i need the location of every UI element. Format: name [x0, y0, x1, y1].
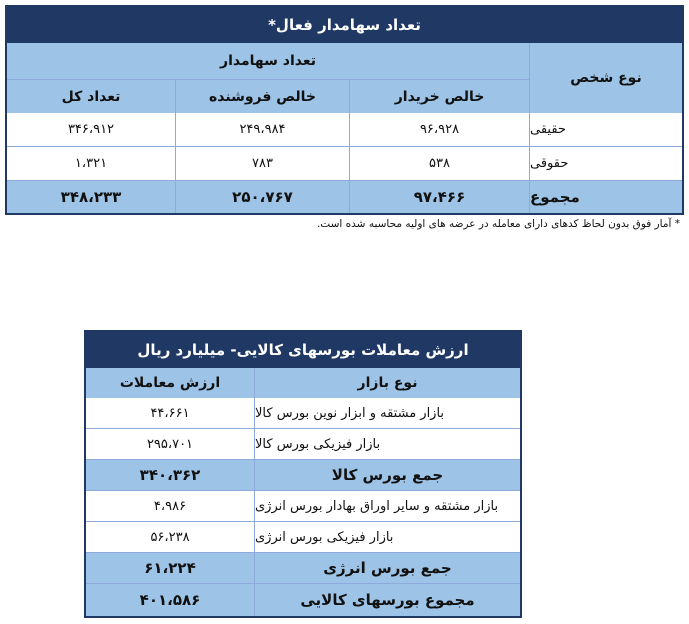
net-seller-header: خالص فروشنده — [175, 80, 349, 113]
table-row — [7, 113, 682, 147]
market-type-cell: بازار فیزیکی بورس کالا — [254, 429, 520, 459]
market-type-cell: مجموع بورسهای کالایی — [254, 584, 520, 616]
person-type-cell: حقیقی — [529, 113, 682, 146]
market-type-cell: بازار مشتقه و سایر اوراق بهادار بورس انرژی — [254, 491, 520, 521]
net-seller-cell: ۲۴۹،۹۸۴ — [175, 113, 349, 146]
total-count-total: ۳۴۸،۲۳۳ — [7, 181, 175, 213]
person-type-header: نوع شخص — [529, 43, 682, 113]
table2-title-row — [86, 332, 520, 368]
table1-title: تعداد سهامدار فعال* — [7, 7, 682, 43]
trade-value-cell: ۴،۹۸۶ — [86, 491, 254, 521]
table1-footnote: * آمار فوق بدون لحاظ کدهای دارای معامله در عرضه های اولیه محاسبه شده است. — [316, 218, 680, 230]
table-row — [7, 147, 682, 181]
trade-value-cell: ۴۴،۶۶۱ — [86, 398, 254, 428]
table1-header — [7, 43, 682, 113]
market-type-cell: بازار فیزیکی بورس انرژی — [254, 522, 520, 552]
subtotal-row — [86, 553, 520, 584]
shareholder-count-group-header: تعداد سهامدار — [7, 43, 529, 80]
net-buyer-header: خالص خریدار — [349, 80, 529, 113]
total-count-cell: ۱،۳۲۱ — [7, 147, 175, 180]
trade-value-cell: ۲۹۵،۷۰۱ — [86, 429, 254, 459]
net-buyer-cell: ۵۳۸ — [349, 147, 529, 180]
market-type-cell: جمع بورس انرژی — [254, 553, 520, 583]
trade-value-cell: ۵۶،۲۳۸ — [86, 522, 254, 552]
active-shareholders-table — [5, 5, 684, 215]
trade-value-cell: ۶۱،۲۲۴ — [86, 553, 254, 583]
table-row — [86, 522, 520, 553]
total-count-header: تعداد کل — [7, 80, 175, 113]
trade-value-header: ارزش معاملات — [86, 368, 254, 398]
table-row — [86, 429, 520, 460]
net-seller-total: ۲۵۰،۷۶۷ — [175, 181, 349, 213]
net-buyer-cell: ۹۶،۹۲۸ — [349, 113, 529, 146]
trade-value-cell: ۳۴۰،۳۶۲ — [86, 460, 254, 490]
table-row — [86, 398, 520, 429]
market-type-cell: بازار مشتقه و ابزار نوین بورس کالا — [254, 398, 520, 428]
market-type-header: نوع بازار — [254, 368, 520, 398]
table1-title-row — [7, 7, 682, 43]
table2-title: ارزش معاملات بورسهای کالایی- میلیارد ریال — [86, 332, 520, 368]
subtotal-row — [86, 460, 520, 491]
total-count-cell: ۳۴۶،۹۱۲ — [7, 113, 175, 146]
table-row — [86, 491, 520, 522]
market-type-cell: جمع بورس کالا — [254, 460, 520, 490]
net-seller-cell: ۷۸۳ — [175, 147, 349, 180]
total-label: مجموع — [529, 181, 682, 213]
table1-total-row — [7, 181, 682, 213]
table2-header — [86, 368, 520, 398]
commodity-exchange-trade-value-table — [84, 330, 522, 618]
subtotal-row — [86, 584, 520, 616]
net-buyer-total: ۹۷،۴۶۶ — [349, 181, 529, 213]
trade-value-cell: ۴۰۱،۵۸۶ — [86, 584, 254, 616]
person-type-cell: حقوقی — [529, 147, 682, 180]
